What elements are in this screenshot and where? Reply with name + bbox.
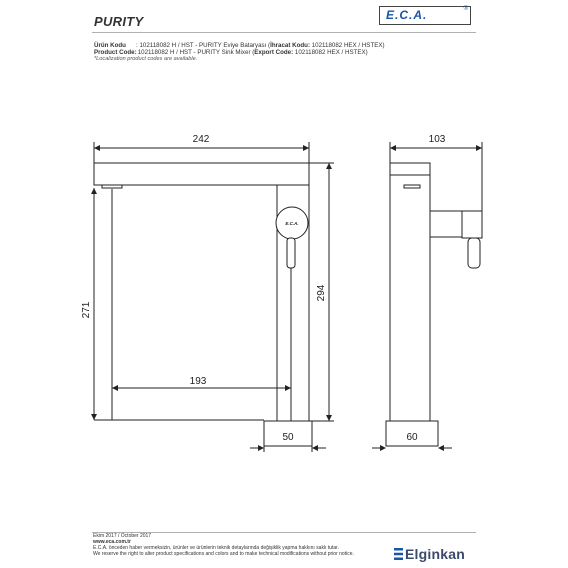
urun-kodu-value: : 102118082 H / HST - PURITY Eviye Bataryası ( [136,42,271,49]
dim-103-label: 103 [428,134,446,145]
dim-271-label: 271 [81,301,92,319]
product-code-label: Product Code: [94,49,137,57]
footer-notice-tr: E.C.A. önceden haber vermeksizin, ürünler ve ürünlerin teknik detaylarında değişiklik yapma hakkını saklı tutar. [93,545,339,552]
localization-note: *Localization product codes are available. [94,56,198,63]
export-label: Export Code: [254,49,294,57]
logo-text: E.C.A. [386,8,428,22]
elginkan-brand: Elginkan [405,546,465,562]
front-aerator [102,185,122,188]
elginkan-mark-icon [394,548,403,560]
page-title: PURITY [94,14,144,29]
ihracat-value: 102118082 HEX / HSTEX) [310,42,385,49]
dim-242-label: 242 [192,134,210,145]
footer-date: Ekim 2017 / October 2017 [93,533,152,539]
side-handle-cap [462,211,482,238]
front-spout [94,163,309,185]
front-view [94,142,334,452]
side-view [386,142,482,446]
export-value: 102118082 HEX / HSTEX) [293,49,368,57]
dim-50-label: 50 [282,432,294,443]
side-body [390,163,430,421]
side-aerator [404,185,420,188]
dim-193-label: 193 [189,376,207,387]
urun-kodu-label: Ürün Kodu [94,42,126,49]
side-handle-hub [430,211,463,237]
product-code-value: 102118082 H / HST - PURITY Sink Mixer ( [136,49,255,57]
side-handle-lever [468,238,480,268]
logo-registered-mark: ® [463,6,468,12]
handle-logo-label: E.C.A. [285,221,299,226]
footer [93,533,354,557]
dim-294-label: 294 [316,284,327,302]
front-handle-lever [287,238,295,268]
footer-website[interactable]: www.eca.com.tr [93,539,131,546]
ihracat-label: İhracat Kodu: [270,42,311,49]
footer-notice-en: We reserve the right to alter product specifications and colors and to make technical modifications without prior notice. [93,551,354,558]
dim-60-label: 60 [406,432,418,443]
